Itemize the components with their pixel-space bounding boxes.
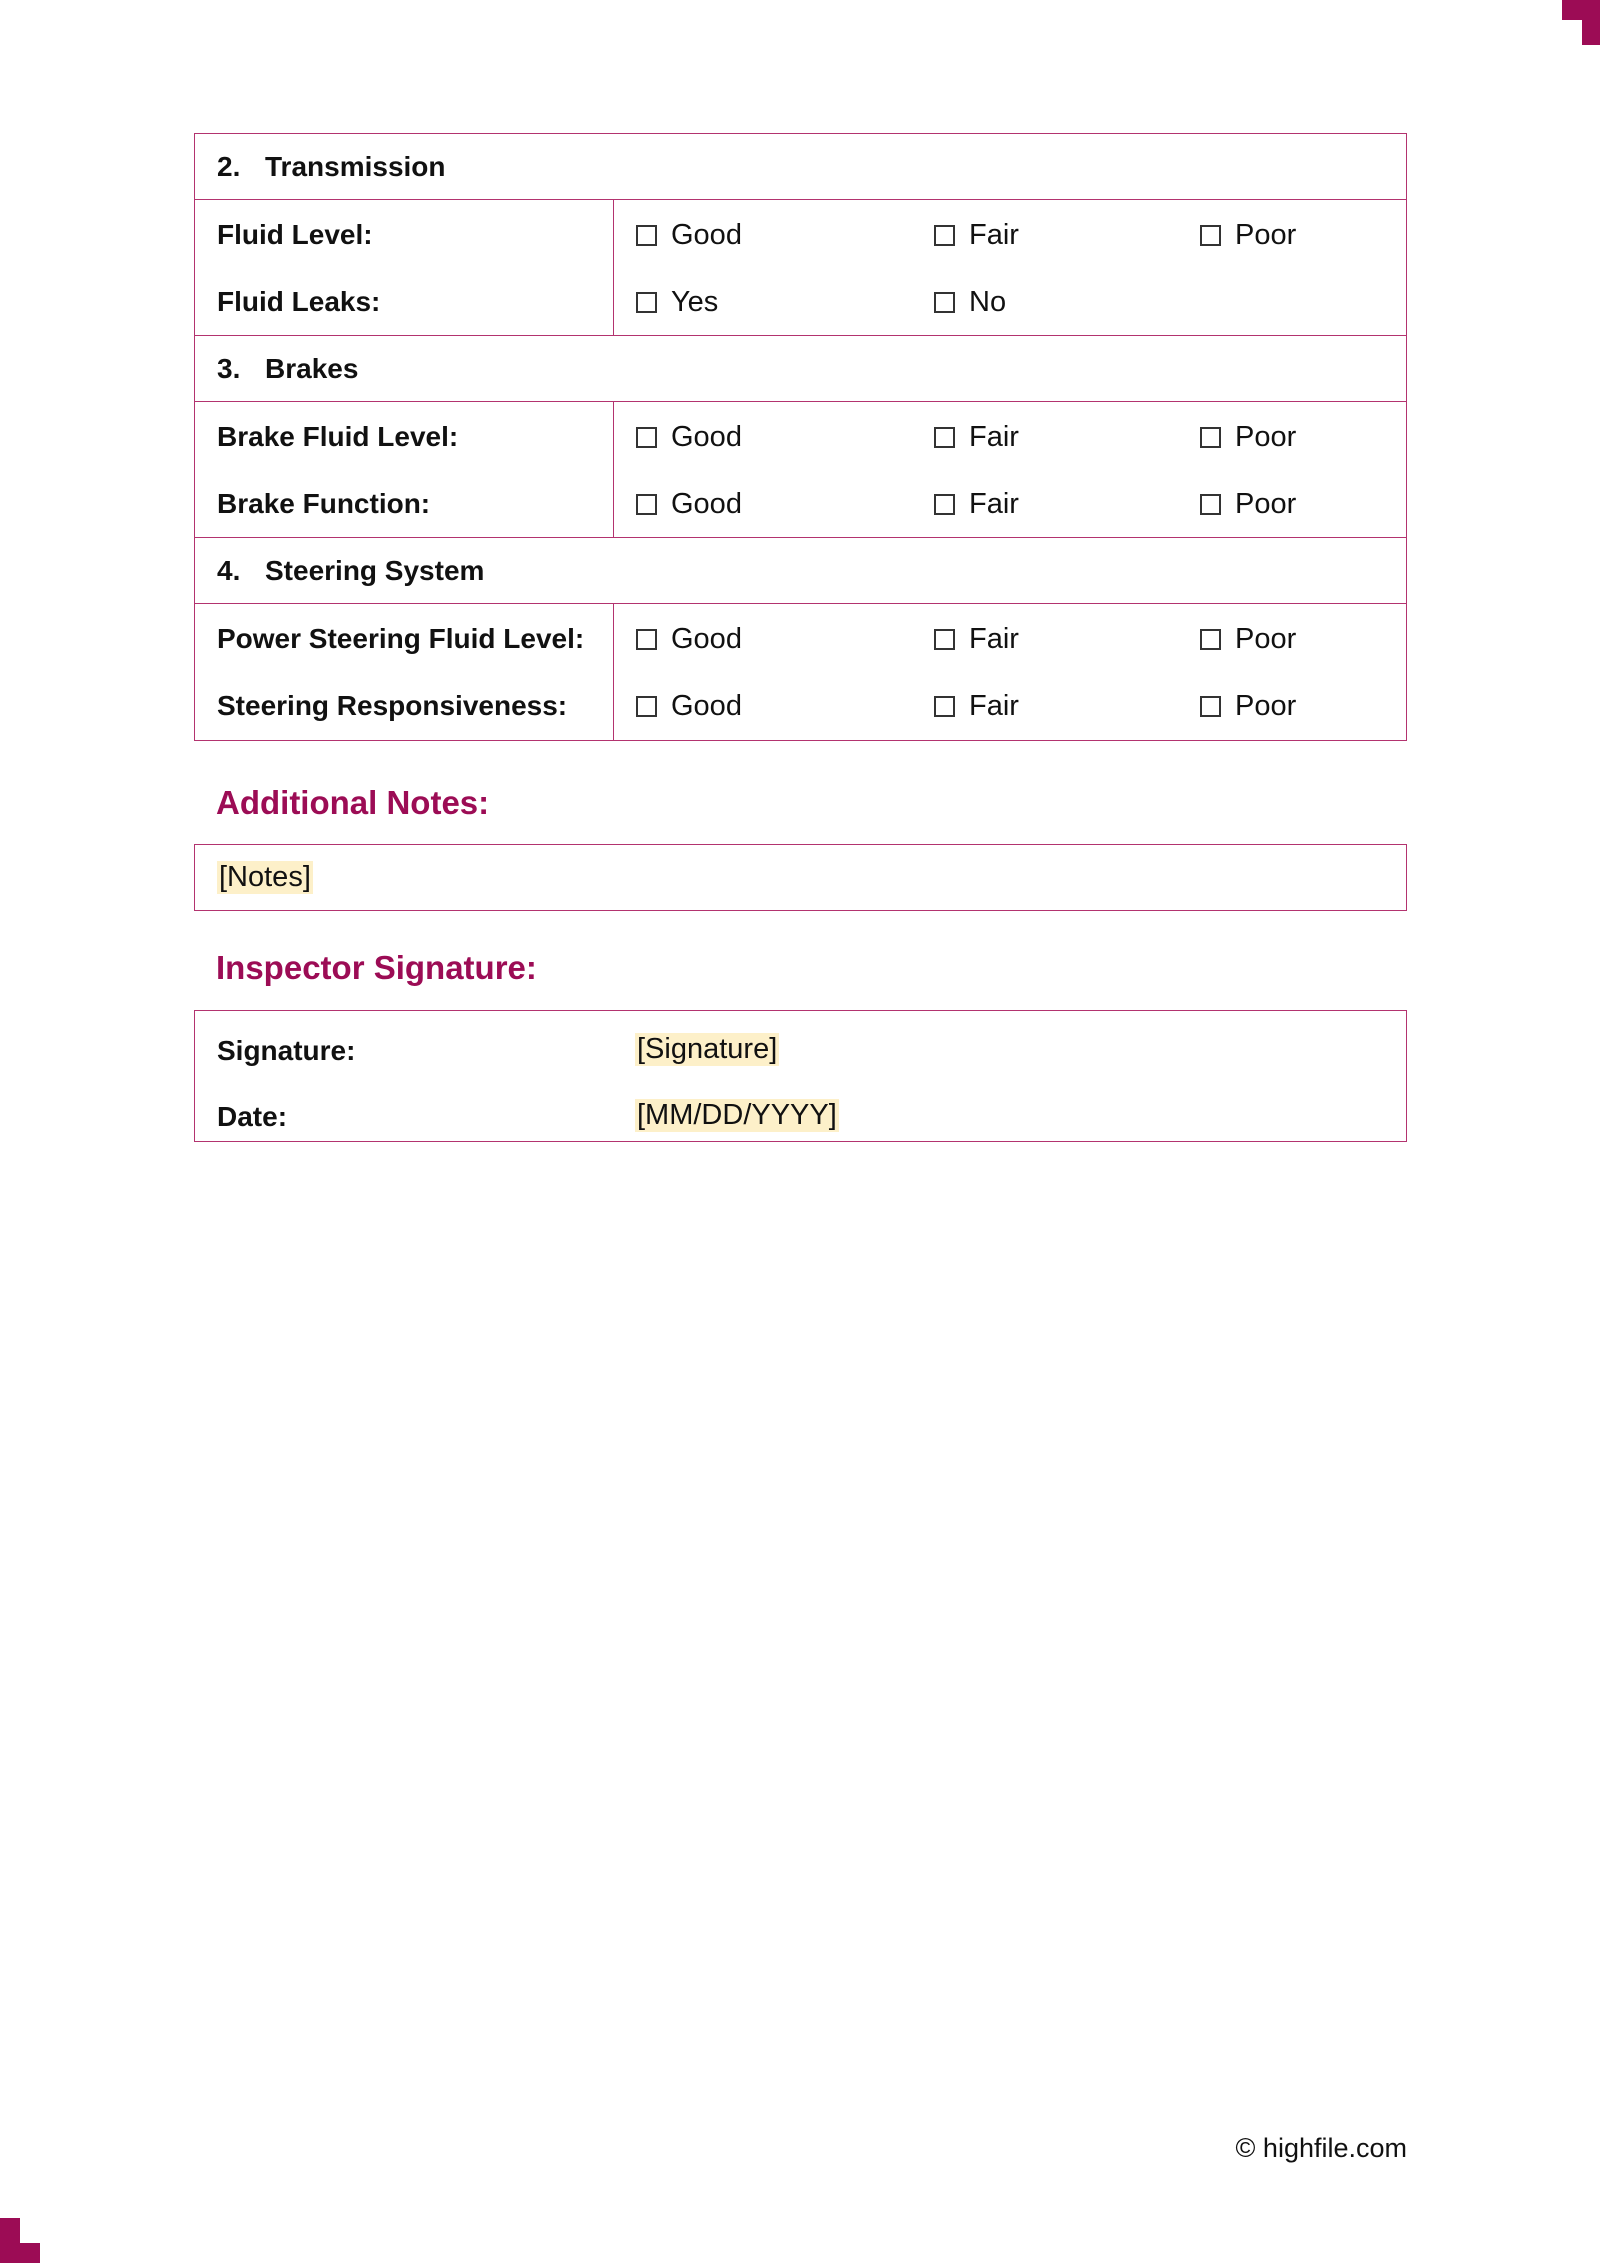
date-field[interactable]: [MM/DD/YYYY] bbox=[637, 1099, 837, 1131]
option-label: Good bbox=[671, 421, 742, 453]
option-label: Fair bbox=[969, 219, 1019, 251]
signature-field[interactable]: [Signature] bbox=[637, 1033, 778, 1065]
checklist-item-label: Power Steering Fluid Level: bbox=[217, 623, 585, 654]
section-number: 2. bbox=[217, 150, 241, 182]
option-row bbox=[614, 218, 1406, 285]
option-checkbox[interactable] bbox=[636, 218, 742, 252]
section-title: Brakes bbox=[265, 352, 359, 384]
option-checkbox[interactable] bbox=[1200, 487, 1296, 521]
checkbox-icon[interactable] bbox=[636, 292, 657, 313]
option-row bbox=[614, 689, 1406, 756]
option-label: Poor bbox=[1235, 623, 1297, 655]
checklist-item-label: Brake Function: bbox=[217, 488, 431, 519]
option-label: Fair bbox=[969, 488, 1019, 520]
section-body bbox=[195, 604, 1406, 740]
option-checkbox[interactable] bbox=[636, 689, 742, 723]
additional-notes-heading: Additional Notes: bbox=[216, 784, 490, 821]
option-row bbox=[614, 487, 1406, 554]
date-label: Date: bbox=[217, 1101, 288, 1132]
option-label: Good bbox=[671, 219, 742, 251]
signature-label: Signature: bbox=[217, 1035, 356, 1066]
section-number: 3. bbox=[217, 352, 241, 384]
option-checkbox[interactable] bbox=[1200, 622, 1296, 656]
option-label: Poor bbox=[1235, 219, 1297, 251]
option-label: Good bbox=[671, 623, 742, 655]
option-checkbox[interactable] bbox=[1200, 689, 1296, 723]
option-checkbox[interactable] bbox=[934, 622, 1019, 656]
inspection-checklist-table bbox=[194, 133, 1407, 741]
option-checkbox[interactable] bbox=[934, 285, 1006, 319]
option-checkbox[interactable] bbox=[636, 622, 742, 656]
section-title: Transmission bbox=[265, 150, 446, 182]
checkbox-icon[interactable] bbox=[636, 225, 657, 246]
checkbox-icon[interactable] bbox=[934, 494, 955, 515]
signature-row bbox=[195, 1025, 1406, 1091]
checkbox-icon[interactable] bbox=[934, 696, 955, 717]
checkbox-icon[interactable] bbox=[636, 494, 657, 515]
option-checkbox[interactable] bbox=[636, 285, 718, 319]
section-body bbox=[195, 402, 1406, 538]
checkbox-icon[interactable] bbox=[1200, 427, 1221, 448]
date-row bbox=[195, 1091, 1406, 1157]
checkbox-icon[interactable] bbox=[934, 629, 955, 650]
option-checkbox[interactable] bbox=[934, 420, 1019, 454]
option-label: Fair bbox=[969, 421, 1019, 453]
checkbox-icon[interactable] bbox=[1200, 494, 1221, 515]
notes-field[interactable] bbox=[194, 844, 1407, 911]
label-column bbox=[195, 200, 614, 335]
option-label: Poor bbox=[1235, 690, 1297, 722]
option-label: Fair bbox=[969, 623, 1019, 655]
inspector-signature-heading: Inspector Signature: bbox=[216, 949, 537, 986]
option-checkbox[interactable] bbox=[636, 487, 742, 521]
option-row bbox=[614, 622, 1406, 689]
section-number: 4. bbox=[217, 554, 241, 586]
checkbox-icon[interactable] bbox=[636, 696, 657, 717]
checkbox-icon[interactable] bbox=[1200, 225, 1221, 246]
section-header bbox=[195, 134, 1406, 200]
section-body bbox=[195, 200, 1406, 336]
checklist-item-label: Brake Fluid Level: bbox=[217, 421, 459, 452]
checkbox-icon[interactable] bbox=[1200, 696, 1221, 717]
checkbox-icon[interactable] bbox=[934, 427, 955, 448]
option-label: Poor bbox=[1235, 488, 1297, 520]
checklist-item-label: Steering Responsiveness: bbox=[217, 690, 568, 721]
option-label: Poor bbox=[1235, 421, 1297, 453]
options-column bbox=[614, 604, 1406, 740]
checkbox-icon[interactable] bbox=[636, 629, 657, 650]
corner-decoration-bottom-left-bar bbox=[0, 2243, 40, 2263]
option-checkbox[interactable] bbox=[636, 420, 742, 454]
checkbox-icon[interactable] bbox=[1200, 629, 1221, 650]
checkbox-icon[interactable] bbox=[934, 225, 955, 246]
option-label: Yes bbox=[671, 286, 719, 318]
options-column bbox=[614, 402, 1406, 537]
option-checkbox[interactable] bbox=[1200, 420, 1296, 454]
option-row bbox=[614, 285, 1406, 352]
option-label: No bbox=[969, 286, 1007, 318]
label-column bbox=[195, 604, 614, 740]
footer-copyright: © highfile.com bbox=[1235, 2133, 1407, 2163]
notes-placeholder: [Notes] bbox=[219, 861, 311, 893]
option-label: Good bbox=[671, 488, 742, 520]
options-column bbox=[614, 200, 1406, 335]
option-checkbox[interactable] bbox=[934, 689, 1019, 723]
corner-decoration-top-right-bar bbox=[1562, 0, 1600, 20]
checkbox-icon[interactable] bbox=[934, 292, 955, 313]
section-title: Steering System bbox=[265, 554, 485, 586]
option-checkbox[interactable] bbox=[1200, 218, 1296, 252]
signature-table bbox=[194, 1010, 1407, 1142]
label-column bbox=[195, 402, 614, 537]
option-row bbox=[614, 420, 1406, 487]
option-checkbox[interactable] bbox=[934, 218, 1019, 252]
checklist-item-label: Fluid Level: bbox=[217, 219, 373, 250]
option-checkbox[interactable] bbox=[934, 487, 1019, 521]
option-label: Good bbox=[671, 690, 742, 722]
option-label: Fair bbox=[969, 690, 1019, 722]
checklist-item-label: Fluid Leaks: bbox=[217, 286, 381, 317]
checkbox-icon[interactable] bbox=[636, 427, 657, 448]
